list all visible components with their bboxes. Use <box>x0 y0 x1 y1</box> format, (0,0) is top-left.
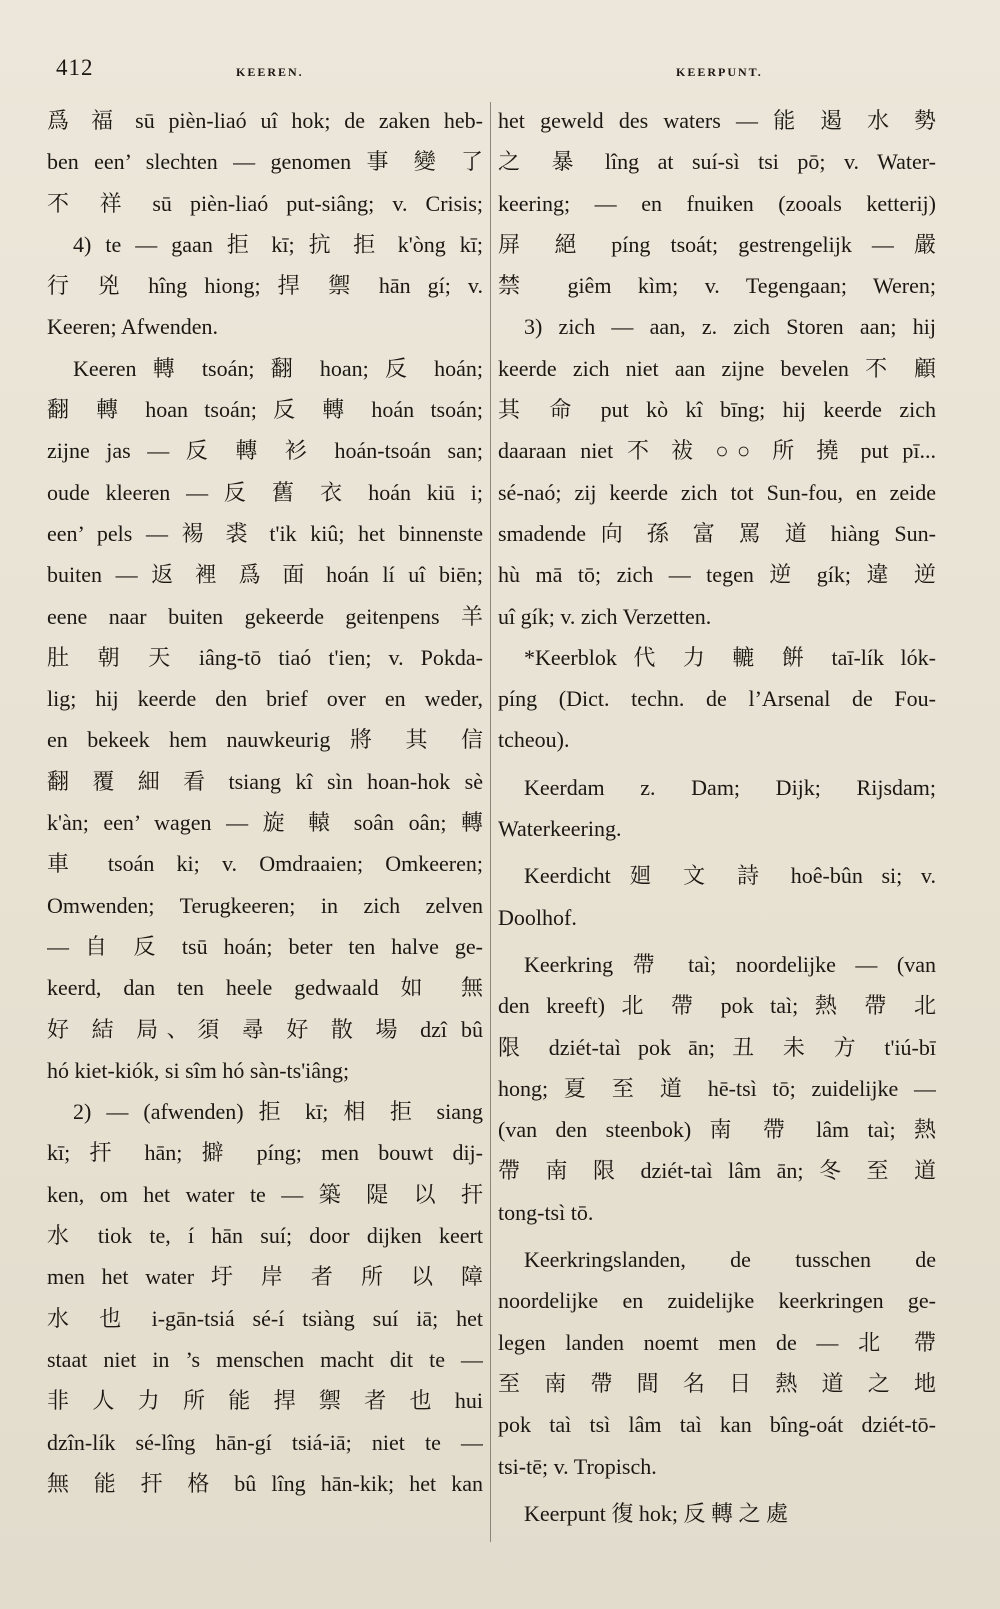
left-column-line: 水 tiok te, í hān suí; door dijken keert <box>47 1223 483 1249</box>
right-column-line: (van den steenbok) 南 帶 lâm taì; 熱 <box>498 1117 936 1143</box>
right-column-line: Waterkeering. <box>498 816 622 842</box>
right-column-line: daaraan niet 不 祓 ○○ 所 撓 put pī... <box>498 438 936 464</box>
right-column-line: 禁 giêm kìm; v. Tegengaan; Weren; <box>498 273 936 299</box>
right-column-line: 其 命 put kò kî bīng; hij keerde zich <box>498 397 936 423</box>
right-column-line: smadende 向 孫 富 罵 道 hiàng Sun- <box>498 520 936 546</box>
right-column-line: Keerkringslanden, de tusschen de <box>524 1247 936 1273</box>
right-column-line: hù mā tō; zich — tegen 逆 gík; 違 逆 <box>498 562 936 588</box>
right-column-line: Keerdam z. Dam; Dijk; Rijsdam; <box>524 774 936 800</box>
right-column-line: 帶 南 限 dziét-taì lâm ān; 冬 至 道 <box>498 1158 936 1184</box>
left-column-line: 2) — (afwenden) 拒 kī; 相 拒 siang <box>73 1099 483 1125</box>
left-column-line: en bekeek hem nauwkeurig 將 其 信 <box>47 727 483 753</box>
right-column-line: tong-tsì tō. <box>498 1199 594 1225</box>
left-column-line: men het water 圩 岸 者 所 以 障 <box>47 1264 483 1290</box>
right-column-line: *Keerblok 代 力 轆 餠 taī-lík lók- <box>524 644 936 670</box>
right-column-line: hong; 夏 至 道 hē-tsì tō; zuidelijke — <box>498 1075 936 1101</box>
left-column-line: oude kleeren — 反 舊 衣 hoán kiū i; <box>47 479 483 505</box>
left-column-line: Keeren; Afwenden. <box>47 314 219 340</box>
left-column-line: 翻 轉 hoan tsoán; 反 轉 hoán tsoán; <box>47 397 483 423</box>
left-column-line: 4) te — gaan 拒 kī; 抗 拒 k'òng kī; <box>73 231 483 257</box>
column-divider <box>490 102 491 1542</box>
left-column-line: 無 能 扞 格 bû lîng hān-kik; het kan <box>47 1470 483 1496</box>
left-column-line: 翻 覆 細 看 tsiang kî sìn hoan-hok sè <box>47 768 483 794</box>
left-column-line: lig; hij keerde den brief over en weder, <box>47 686 483 712</box>
right-column <box>498 100 936 1570</box>
left-column-line: 肚 朝 天 iâng-tō tiaó t'ien; v. Pokda- <box>47 644 483 670</box>
left-column-line: keerd, dan ten heele gedwaald 如 無 <box>47 975 483 1001</box>
right-column-line: 至 南 帶 間 名 日 熱 道 之 地 <box>498 1370 936 1396</box>
left-column-line: buiten — 返 裡 爲 面 hoán lí uî biēn; <box>47 562 483 588</box>
right-column-line: sé-naó; zij keerde zich tot Sun-fou, en zeide <box>498 479 936 505</box>
left-column-line: kī; 扞 hān; 擗 píng; men bouwt dij- <box>47 1140 483 1166</box>
left-column-line: 好 結 局、須 尋 好 散 場 dzî bû <box>47 1016 483 1042</box>
left-column-line: Keeren 轉 tsoán; 翻 hoan; 反 hoán; <box>73 355 483 381</box>
left-column-line: ken, om het water te — 築 隄 以 扞 <box>47 1181 483 1207</box>
right-column-line: legen landen noemt men de — 北 帶 <box>498 1329 936 1355</box>
left-column-line: 水 也 i-gān-tsiá sé-í tsiàng suí iā; het <box>47 1305 483 1331</box>
left-column-line: 非 人 力 所 能 捍 禦 者 也 hui <box>47 1388 483 1414</box>
right-column-line: píng (Dict. techn. de l’Arsenal de Fou- <box>498 686 936 712</box>
left-column-line: k'àn; een’ wagen — 旋 轅 soân oân; 轉 <box>47 810 483 836</box>
right-column-line: het geweld des waters — 能 遏 水 勢 <box>498 108 936 133</box>
left-column-line: 不 祥 sū pièn-liaó put-siâng; v. Crisis; <box>47 190 483 216</box>
left-column-line: eene naar buiten gekeerde geitenpens 羊 <box>47 603 483 629</box>
right-column-line: tsi-tē; v. Tropisch. <box>498 1453 657 1479</box>
right-column-line: keering; — en fnuiken (zooals ketterij) <box>498 190 936 216</box>
right-column-line: tcheou). <box>498 727 570 753</box>
right-column-line: keerde zich niet aan zijne bevelen 不 顧 <box>498 355 936 381</box>
left-column <box>47 100 483 1570</box>
left-column-line: een’ pels — 裼 裘 t'ik kiû; het binnenste <box>47 520 483 546</box>
left-column-line: 爲 福 sū pièn-liaó uî hok; de zaken heb- <box>47 108 483 133</box>
right-column-line: noordelijke en zuidelijke keerkringen ge- <box>498 1288 936 1314</box>
right-column-line: Doolhof. <box>498 904 577 930</box>
right-column-line: den kreeft) 北 帶 pok taì; 熱 帶 北 <box>498 993 936 1019</box>
right-column-line: pok taì tsì lâm taì kan bîng-oát dziét-tō- <box>498 1412 936 1438</box>
page-header <box>56 55 940 85</box>
right-column-line: 限 dziét-taì pok ān; 丑 未 方 t'iú-bī <box>498 1034 936 1060</box>
right-column-line: uî gík; v. zich Verzetten. <box>498 603 712 629</box>
right-column-line: 3) zich — aan, z. zich Storen aan; hij <box>524 314 936 340</box>
left-column-line: ben een’ slechten — genomen 事 變 了 <box>47 149 483 175</box>
right-column-line: Keerdicht 廻 文 詩 hoê-bûn si; v. <box>524 863 936 889</box>
left-column-line: 行 兇 hîng hiong; 捍 禦 hān gí; v. <box>47 273 483 299</box>
right-column-line: Keerkring 帶 taì; noordelijke — (van <box>524 951 936 977</box>
page-number: 412 <box>56 55 94 80</box>
left-running-head: KEEREN. <box>236 65 304 79</box>
right-column-line: 屏 絕 píng tsoát; gestrengelijk — 嚴 <box>498 231 936 257</box>
left-column-line: zijne jas — 反 轉 衫 hoán-tsoán san; <box>47 438 483 464</box>
right-running-head: KEERPUNT. <box>676 65 763 79</box>
left-column-line: hó kiet-kiók, si sîm hó sàn-ts'iâng; <box>47 1057 350 1083</box>
left-column-line: — 自 反 tsū hoán; beter ten halve ge- <box>47 933 483 959</box>
right-column-line: 之 暴 lîng at suí-sì tsi pō; v. Water- <box>498 149 936 175</box>
left-column-line: Omwenden; Terugkeeren; in zich zelven <box>47 892 483 918</box>
right-column-line: Keerpunt 復 hok; 反 轉 之 處 <box>524 1500 788 1526</box>
left-column-line: dzîn-lík sé-lîng hān-gí tsiá-iā; niet te — <box>47 1429 483 1455</box>
left-column-line: staat niet in ’s menschen macht dit te — <box>47 1346 483 1372</box>
left-column-line: 車 tsoán ki; v. Omdraaien; Omkeeren; <box>47 851 483 877</box>
